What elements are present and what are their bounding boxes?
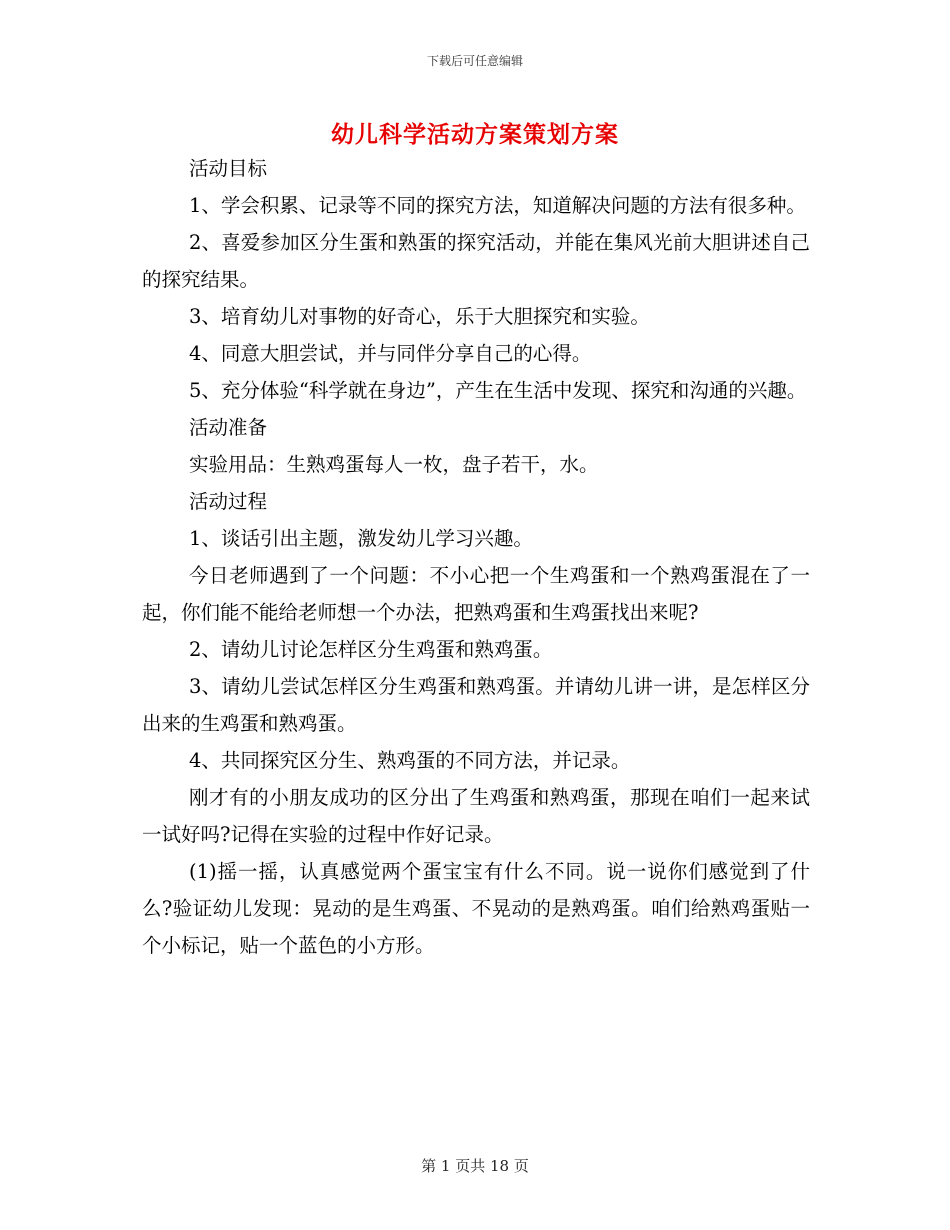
paragraph: 4、同意大胆尝试，并与同伴分享自己的心得。 [189,342,592,365]
paragraph: 2、请幼儿讨论怎样区分生鸡蛋和熟鸡蛋。 [189,638,553,661]
paragraph: 刚才有的小朋友成功的区分出了生鸡蛋和熟鸡蛋，那现在咱们一起来试一试好吗?记得在实验的过程中作好记录。 [142,786,810,846]
paragraph: 活动过程 [189,490,268,513]
page-header: 下载后可任意编辑 [426,54,523,68]
document-body [142,150,810,964]
paragraph: 4、共同探究区分生、熟鸡蛋的不同方法，并记录。 [189,749,631,772]
paragraph: 3、培育幼儿对事物的好奇心，乐于大胆探究和实验。 [189,305,650,328]
document-title: 幼儿科学活动方案策划方案 [331,121,619,148]
paragraph: 5、充分体验“科学就在身边”，产生在生活中发现、探究和沟通的兴趣。 [189,379,807,402]
paragraph: 活动目标 [189,157,268,180]
paragraph: 1、学会积累、记录等不同的探究方法，知道解决问题的方法有很多种。 [189,194,806,217]
paragraph: (1)摇一摇，认真感觉两个蛋宝宝有什么不同。说一说你们感觉到了什么?验证幼儿发现：晃动的是生鸡蛋、不晃动的是熟鸡蛋。咱们给熟鸡蛋贴一个小标记，贴一个蓝色的小方形。 [142,860,810,957]
paragraph: 活动准备 [189,416,268,439]
page-footer: 第 1 页共 18 页 [421,1157,529,1175]
paragraph: 今日老师遇到了一个问题：不小心把一个生鸡蛋和一个熟鸡蛋混在了一起，你们能不能给老师想一个办法，把熟鸡蛋和生鸡蛋找出来呢? [142,564,810,624]
paragraph: 实验用品：生熟鸡蛋每人一枚，盘子若干，水。 [189,453,599,476]
paragraph: 1、谈话引出主题，激发幼儿学习兴趣。 [189,527,533,550]
paragraph: 3、请幼儿尝试怎样区分生鸡蛋和熟鸡蛋。并请幼儿讲一讲，是怎样区分出来的生鸡蛋和熟鸡蛋。 [142,675,810,735]
paragraph: 2、喜爱参加区分生蛋和熟蛋的探究活动，并能在集风光前大胆讲述自己的探究结果。 [142,231,810,291]
